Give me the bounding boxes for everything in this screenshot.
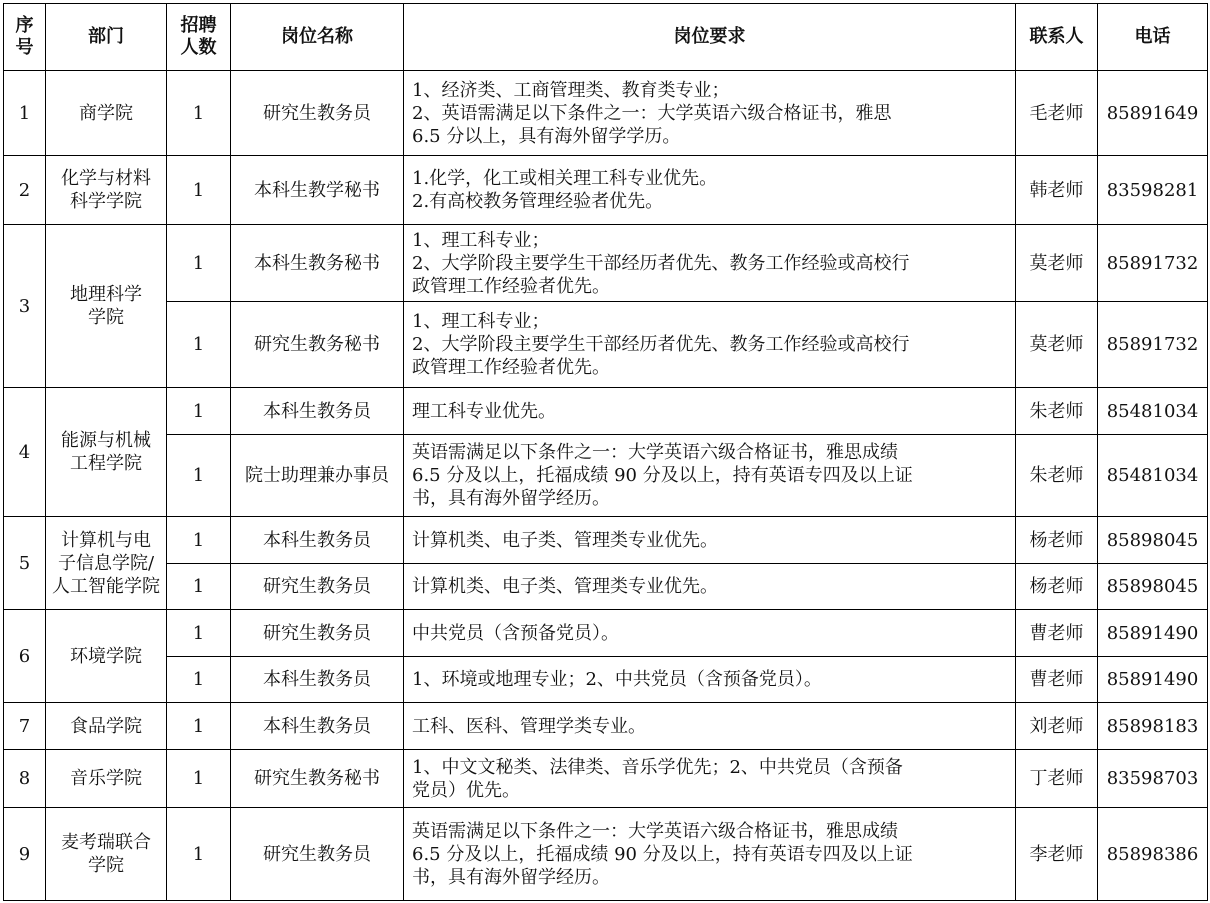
count-cell: 1: [167, 156, 231, 225]
phone-cell: 85891732: [1098, 302, 1208, 388]
header-phone: 电话: [1098, 4, 1208, 71]
count-cell: 1: [167, 71, 231, 156]
department-cell: 能源与机械 工程学院: [46, 388, 167, 517]
table-row: [4, 225, 1208, 302]
index-cell: 6: [4, 610, 46, 703]
index-cell: 9: [4, 808, 46, 901]
index-cell: 1: [4, 71, 46, 156]
position-cell: 本科生教务秘书: [231, 225, 404, 302]
header-contact: 联系人: [1016, 4, 1098, 71]
index-cell: 4: [4, 388, 46, 517]
count-cell: 1: [167, 564, 231, 610]
contact-cell: 韩老师: [1016, 156, 1098, 225]
table-row: [4, 808, 1208, 901]
phone-cell: 85891490: [1098, 657, 1208, 703]
requirements-cell: 1、经济类、工商管理类、教育类专业； 2、英语需满足以下条件之一：大学英语六级合格证书，雅思 6.5 分以上，具有海外留学学历。: [404, 71, 1016, 156]
contact-cell: 曹老师: [1016, 657, 1098, 703]
position-cell: 研究生教务秘书: [231, 302, 404, 388]
requirements-cell: 计算机类、电子类、管理类专业优先。: [404, 517, 1016, 564]
header-index: 序 号: [4, 4, 46, 71]
contact-cell: 李老师: [1016, 808, 1098, 901]
phone-cell: 83598281: [1098, 156, 1208, 225]
contact-cell: 杨老师: [1016, 564, 1098, 610]
phone-cell: 85481034: [1098, 388, 1208, 435]
requirements-cell: 中共党员（含预备党员）。: [404, 610, 1016, 657]
contact-cell: 丁老师: [1016, 750, 1098, 808]
table-row: [4, 657, 1208, 703]
position-cell: 本科生教务员: [231, 703, 404, 750]
requirements-cell: 1、理工科专业； 2、大学阶段主要学生干部经历者优先、教务工作经验或高校行 政管理工作经验者优先。: [404, 302, 1016, 388]
requirements-cell: 理工科专业优先。: [404, 388, 1016, 435]
index-cell: 8: [4, 750, 46, 808]
requirements-cell: 工科、医科、管理学类专业。: [404, 703, 1016, 750]
table-row: [4, 435, 1208, 517]
department-cell: 商学院: [46, 71, 167, 156]
table-body: [4, 71, 1208, 901]
department-cell: 音乐学院: [46, 750, 167, 808]
index-cell: 3: [4, 225, 46, 388]
table-row: [4, 703, 1208, 750]
position-cell: 本科生教学秘书: [231, 156, 404, 225]
count-cell: 1: [167, 808, 231, 901]
header-position: 岗位名称: [231, 4, 404, 71]
table-row: [4, 517, 1208, 564]
count-cell: 1: [167, 657, 231, 703]
position-cell: 研究生教务员: [231, 71, 404, 156]
phone-cell: 85898045: [1098, 517, 1208, 564]
requirements-cell: 1.化学，化工或相关理工科专业优先。 2.有高校教务管理经验者优先。: [404, 156, 1016, 225]
contact-cell: 刘老师: [1016, 703, 1098, 750]
phone-cell: 83598703: [1098, 750, 1208, 808]
position-cell: 本科生教务员: [231, 657, 404, 703]
header-requirements: 岗位要求: [404, 4, 1016, 71]
header-department: 部门: [46, 4, 167, 71]
contact-cell: 莫老师: [1016, 302, 1098, 388]
requirements-cell: 1、环境或地理专业；2、中共党员（含预备党员）。: [404, 657, 1016, 703]
phone-cell: 85891649: [1098, 71, 1208, 156]
requirements-cell: 英语需满足以下条件之一：大学英语六级合格证书，雅思成绩 6.5 分及以上，托福成绩 90 分及以上，持有英语专四及以上证 书，具有海外留学经历。: [404, 808, 1016, 901]
requirements-cell: 1、中文文秘类、法律类、音乐学优先；2、中共党员（含预备 党员）优先。: [404, 750, 1016, 808]
table-row: [4, 388, 1208, 435]
contact-cell: 莫老师: [1016, 225, 1098, 302]
phone-cell: 85898183: [1098, 703, 1208, 750]
phone-cell: 85891732: [1098, 225, 1208, 302]
position-cell: 本科生教务员: [231, 517, 404, 564]
count-cell: 1: [167, 750, 231, 808]
count-cell: 1: [167, 225, 231, 302]
department-cell: 环境学院: [46, 610, 167, 703]
table-row: [4, 610, 1208, 657]
position-cell: 研究生教务员: [231, 808, 404, 901]
department-cell: 食品学院: [46, 703, 167, 750]
table-row: [4, 156, 1208, 225]
requirements-cell: 英语需满足以下条件之一：大学英语六级合格证书，雅思成绩 6.5 分及以上，托福成绩 90 分及以上，持有英语专四及以上证 书，具有海外留学经历。: [404, 435, 1016, 517]
position-cell: 研究生教务秘书: [231, 750, 404, 808]
phone-cell: 85891490: [1098, 610, 1208, 657]
header-row: [4, 4, 1208, 71]
department-cell: 地理科学 学院: [46, 225, 167, 388]
requirements-cell: 1、理工科专业； 2、大学阶段主要学生干部经历者优先、教务工作经验或高校行 政管理工作经验者优先。: [404, 225, 1016, 302]
contact-cell: 杨老师: [1016, 517, 1098, 564]
header-count: 招聘 人数: [167, 4, 231, 71]
table-row: [4, 750, 1208, 808]
index-cell: 7: [4, 703, 46, 750]
department-cell: 化学与材料 科学学院: [46, 156, 167, 225]
table-row: [4, 564, 1208, 610]
recruitment-table: [3, 3, 1208, 901]
contact-cell: 曹老师: [1016, 610, 1098, 657]
position-cell: 研究生教务员: [231, 610, 404, 657]
position-cell: 研究生教务员: [231, 564, 404, 610]
count-cell: 1: [167, 302, 231, 388]
count-cell: 1: [167, 610, 231, 657]
phone-cell: 85481034: [1098, 435, 1208, 517]
contact-cell: 毛老师: [1016, 71, 1098, 156]
count-cell: 1: [167, 388, 231, 435]
department-cell: 麦考瑞联合 学院: [46, 808, 167, 901]
count-cell: 1: [167, 517, 231, 564]
contact-cell: 朱老师: [1016, 435, 1098, 517]
position-cell: 本科生教务员: [231, 388, 404, 435]
table-row: [4, 302, 1208, 388]
count-cell: 1: [167, 435, 231, 517]
requirements-cell: 计算机类、电子类、管理类专业优先。: [404, 564, 1016, 610]
table-row: [4, 71, 1208, 156]
department-cell: 计算机与电 子信息学院/ 人工智能学院: [46, 517, 167, 610]
phone-cell: 85898045: [1098, 564, 1208, 610]
count-cell: 1: [167, 703, 231, 750]
position-cell: 院士助理兼办事员: [231, 435, 404, 517]
index-cell: 2: [4, 156, 46, 225]
contact-cell: 朱老师: [1016, 388, 1098, 435]
index-cell: 5: [4, 517, 46, 610]
phone-cell: 85898386: [1098, 808, 1208, 901]
